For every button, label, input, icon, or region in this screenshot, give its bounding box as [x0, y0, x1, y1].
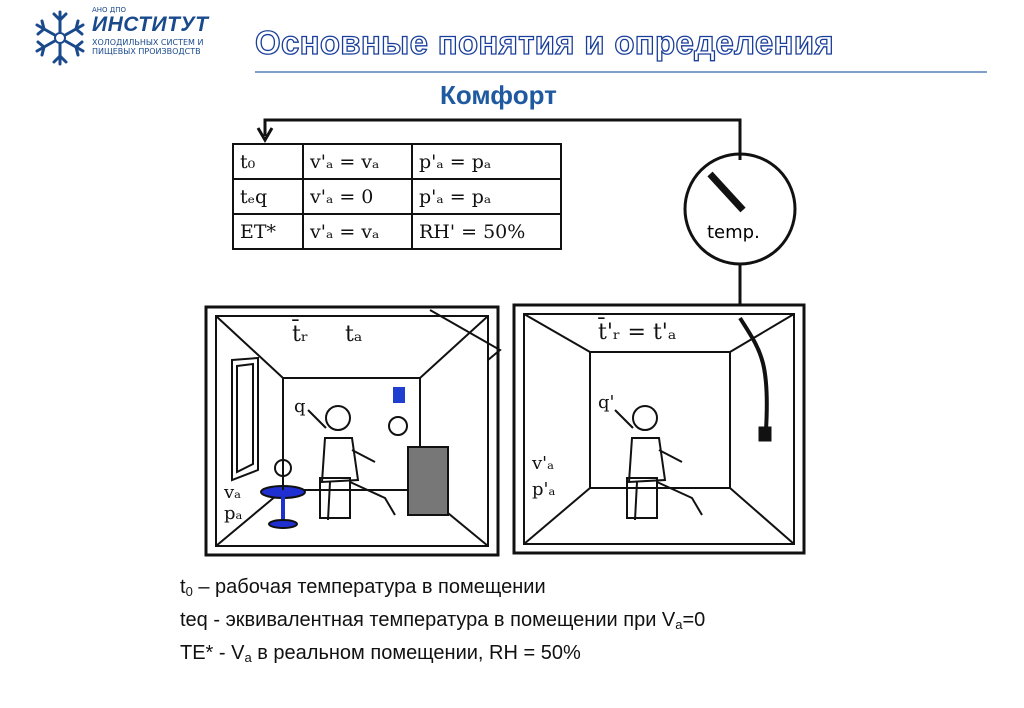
caption-subscript: a: [244, 650, 252, 665]
caption-subscript: 0: [185, 584, 193, 599]
table-cell: p'ₐ = pₐ: [412, 179, 561, 214]
logo-name: ИНСТИТУТ: [92, 13, 209, 36]
room1-velocity-label: vₐ: [224, 482, 242, 503]
room2-heat-label: q': [598, 392, 615, 413]
page-title: Основные понятия и определения: [255, 24, 834, 61]
room2-velocity-label: v'ₐ: [532, 453, 555, 474]
room1-radiant-temp-label: t̄ᵣ: [292, 322, 309, 347]
caption-line-1: [180, 576, 546, 599]
caption-line-3: [180, 642, 581, 665]
caption-line-2: [180, 609, 705, 632]
section-subtitle: Комфорт: [440, 80, 557, 110]
room1-heat-label: q: [294, 396, 306, 417]
logo-org-type: АНО ДПО: [92, 6, 127, 14]
table-cell: t₀: [233, 144, 303, 179]
caption-text: teq - эквивалентная температура в помещении при V: [180, 609, 676, 631]
table-cell: v'ₐ = 0: [303, 179, 412, 214]
meter-label: temp.: [707, 222, 760, 243]
table-cell: RH' = 50%: [412, 214, 561, 249]
table-cell: p'ₐ = pₐ: [412, 144, 561, 179]
caption-text: – рабочая температура в помещении: [192, 576, 546, 598]
logo-subtitle-line1: ХОЛОДИЛЬНЫХ СИСТЕМ И: [92, 38, 204, 47]
caption-text: TE* - V: [180, 642, 245, 664]
room2-temperature-equation: t̄'ᵣ = t'ₐ: [598, 320, 677, 345]
table-cell: ET*: [233, 214, 303, 249]
caption-text: =0: [682, 609, 706, 631]
caption-subscript: a: [675, 617, 683, 632]
table-cell: v'ₐ = vₐ: [303, 144, 412, 179]
logo-subtitle-line2: ПИЩЕВЫХ ПРОИЗВОДСТВ: [92, 47, 201, 56]
room1-pressure-label: pₐ: [224, 503, 243, 524]
table-cell: v'ₐ = vₐ: [303, 214, 412, 249]
caption-text: в реальном помещении, RH = 50%: [251, 642, 581, 664]
caption-text: t: [180, 576, 186, 598]
table-cell: tₑq: [233, 179, 303, 214]
room1-air-temp-label: tₐ: [345, 322, 363, 347]
room2-pressure-label: p'ₐ: [532, 479, 556, 500]
feedback-line: [265, 120, 740, 160]
